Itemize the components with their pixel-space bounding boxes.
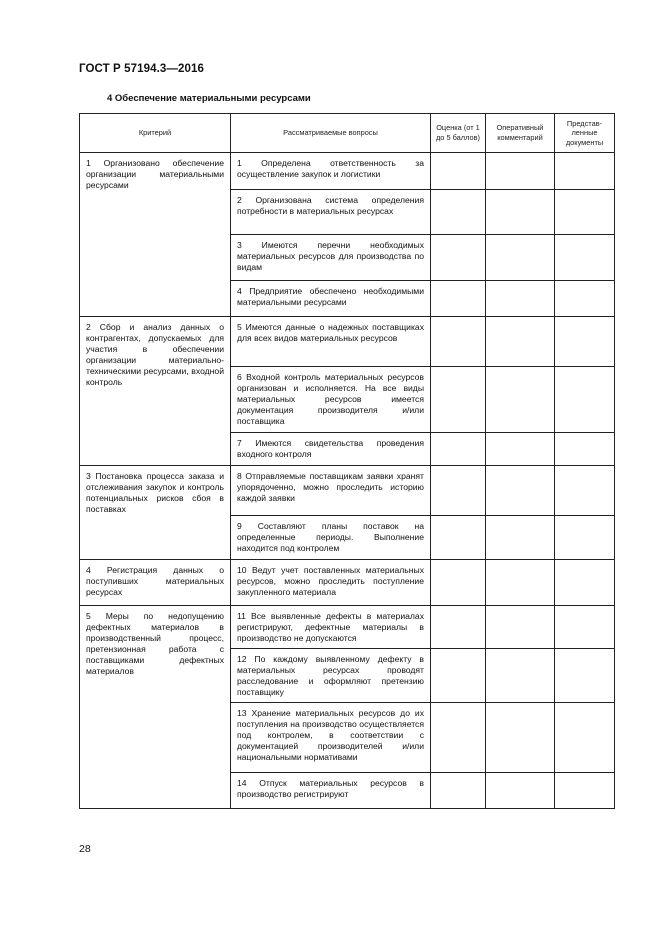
comment-cell[interactable] xyxy=(486,466,555,516)
question-cell xyxy=(231,649,431,703)
table-row xyxy=(80,560,615,606)
question-text: 12 По каждому выявленному дефекту в материальных ресурсах проводят расследование и оформляют претензию поставщику xyxy=(237,654,424,697)
comment-cell[interactable] xyxy=(486,606,555,649)
documents-cell[interactable] xyxy=(555,560,615,606)
question-cell xyxy=(231,235,431,281)
question-text: 9 Составляют планы поставок на определенные периоды. Выполнение находится под контролем xyxy=(237,521,424,553)
column-header-questions: Рассматриваемые вопросы xyxy=(231,114,431,153)
question-text: 1 Определена ответственность за осуществление закупок и логистики xyxy=(237,158,424,179)
score-cell[interactable] xyxy=(431,235,486,281)
comment-cell[interactable] xyxy=(486,649,555,703)
documents-cell[interactable] xyxy=(555,367,615,433)
question-text: 8 Отправляемые поставщикам заявки хранят упорядоченно, можно проследить историю каждой заявки xyxy=(237,471,424,503)
comment-cell[interactable] xyxy=(486,773,555,809)
comment-cell[interactable] xyxy=(486,153,555,190)
page-number: 28 xyxy=(79,843,91,855)
documents-cell[interactable] xyxy=(555,606,615,649)
question-cell xyxy=(231,516,431,560)
column-header-score: Оценка (от 1 до 5 баллов) xyxy=(431,114,486,153)
document-code: ГОСТ Р 57194.3—2016 xyxy=(79,63,204,75)
question-cell xyxy=(231,703,431,773)
criterion-text: 4 Регистрация данных о поступивших материальных ресурсах xyxy=(86,565,224,597)
column-header-comment: Оперативный комментарий xyxy=(486,114,555,153)
criterion-cell xyxy=(80,153,231,317)
question-text: 7 Имеются свидетельства проведения входного контроля xyxy=(237,438,424,459)
criterion-text: 3 Постановка процесса заказа и отслеживания закупок и контроль потенциальных рисков сбоя в поставках xyxy=(86,471,224,514)
documents-cell[interactable] xyxy=(555,235,615,281)
score-cell[interactable] xyxy=(431,433,486,466)
criterion-text: 2 Сбор и анализ данных о контрагентах, допускаемых для участия в обеспечении организации материально-техническими ресурсами, входной контроль xyxy=(86,322,224,387)
documents-cell[interactable] xyxy=(555,190,615,235)
question-cell xyxy=(231,773,431,809)
table-body xyxy=(80,153,615,809)
question-text: 3 Имеются перечни необходимых материальных ресурсов для производства по видам xyxy=(237,240,424,272)
table-row xyxy=(80,153,615,190)
comment-cell[interactable] xyxy=(486,367,555,433)
score-cell[interactable] xyxy=(431,466,486,516)
documents-cell[interactable] xyxy=(555,649,615,703)
column-header-documents: Представ-ленные документы xyxy=(555,114,615,153)
question-cell xyxy=(231,317,431,367)
score-cell[interactable] xyxy=(431,281,486,317)
comment-cell[interactable] xyxy=(486,703,555,773)
question-text: 5 Имеются данные о надежных поставщиках для всех видов материальных ресурсов xyxy=(237,322,424,343)
comment-cell[interactable] xyxy=(486,433,555,466)
question-cell xyxy=(231,606,431,649)
comment-cell[interactable] xyxy=(486,281,555,317)
question-text: 14 Отпуск материальных ресурсов в производство регистрируют xyxy=(237,778,424,799)
documents-cell[interactable] xyxy=(555,466,615,516)
criterion-cell xyxy=(80,466,231,560)
section-title: 4 Обеспечение материальными ресурсами xyxy=(107,93,311,104)
question-cell xyxy=(231,367,431,433)
documents-cell[interactable] xyxy=(555,281,615,317)
comment-cell[interactable] xyxy=(486,190,555,235)
criterion-cell xyxy=(80,606,231,809)
criterion-text: 1 Организовано обеспечение организации материальными ресурсами xyxy=(86,158,224,190)
question-cell xyxy=(231,153,431,190)
documents-cell[interactable] xyxy=(555,433,615,466)
question-text: 6 Входной контроль материальных ресурсов организован и исполняется. На все виды материальных ресурсов имеется документация производителя и/или поставщика xyxy=(237,372,424,426)
criterion-cell xyxy=(80,560,231,606)
comment-cell[interactable] xyxy=(486,235,555,281)
criterion-cell xyxy=(80,317,231,466)
question-cell xyxy=(231,281,431,317)
score-cell[interactable] xyxy=(431,606,486,649)
comment-cell[interactable] xyxy=(486,317,555,367)
question-cell xyxy=(231,433,431,466)
documents-cell[interactable] xyxy=(555,317,615,367)
question-cell xyxy=(231,560,431,606)
score-cell[interactable] xyxy=(431,773,486,809)
criterion-text: 5 Меры по недопущению дефектных материалов в производственный процесс, претензионная работа с поставщиками дефектных материалов xyxy=(86,611,224,676)
column-header-criterion: Критерий xyxy=(80,114,231,153)
question-text: 13 Хранение материальных ресурсов до их поступления на производство осуществляется под контролем, в соответствии с документацией производителей и/или национальными нормативами xyxy=(237,708,424,762)
comment-cell[interactable] xyxy=(486,560,555,606)
table-row xyxy=(80,317,615,367)
score-cell[interactable] xyxy=(431,317,486,367)
question-text: 11 Все выявленные дефекты в материалах регистрируют, дефектные материалы в производство не допускаются xyxy=(237,611,424,643)
question-text: 2 Организована система определения потребности в материальных ресурсах xyxy=(237,195,424,216)
table-row xyxy=(80,606,615,649)
documents-cell[interactable] xyxy=(555,703,615,773)
score-cell[interactable] xyxy=(431,190,486,235)
documents-cell[interactable] xyxy=(555,773,615,809)
question-cell xyxy=(231,190,431,235)
table-header-row xyxy=(80,114,615,153)
question-text: 4 Предприятие обеспечено необходимыми материальными ресурсами xyxy=(237,286,424,307)
score-cell[interactable] xyxy=(431,703,486,773)
score-cell[interactable] xyxy=(431,560,486,606)
documents-cell[interactable] xyxy=(555,516,615,560)
table-row xyxy=(80,466,615,516)
question-cell xyxy=(231,466,431,516)
question-text: 10 Ведут учет поставленных материальных ресурсов, можно проследить поступление закупленного материала xyxy=(237,565,424,597)
score-cell[interactable] xyxy=(431,153,486,190)
comment-cell[interactable] xyxy=(486,516,555,560)
score-cell[interactable] xyxy=(431,649,486,703)
score-cell[interactable] xyxy=(431,367,486,433)
evaluation-table xyxy=(79,113,615,809)
documents-cell[interactable] xyxy=(555,153,615,190)
score-cell[interactable] xyxy=(431,516,486,560)
